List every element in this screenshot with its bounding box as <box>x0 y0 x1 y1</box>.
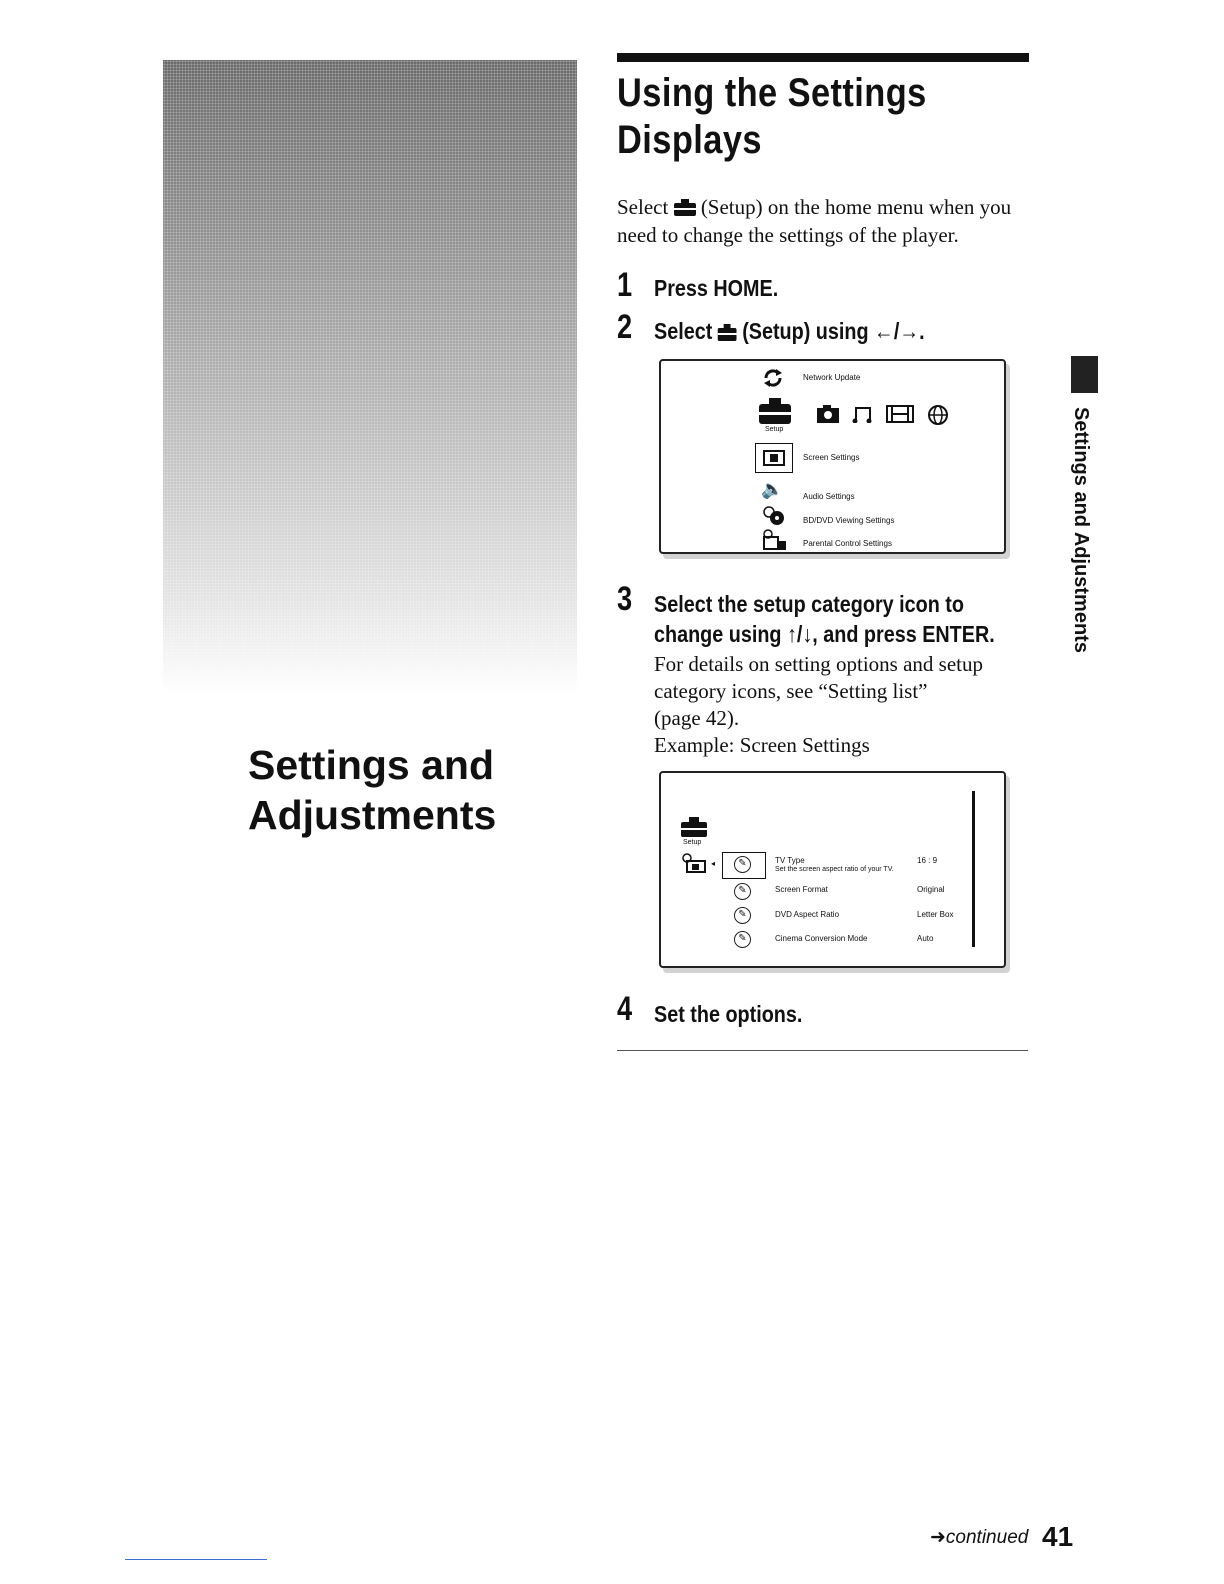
step-3-detail-line1: For details on setting options and setup <box>654 652 983 676</box>
option-cinema-conversion-value: Auto <box>917 934 934 943</box>
step-1-number: 1 <box>617 266 633 304</box>
network-globe-icon <box>927 404 949 426</box>
chapter-side-label-text: Settings and Adjustments <box>1070 407 1092 653</box>
home-menu-screen <box>659 359 1006 554</box>
footer-link-line <box>125 1559 267 1560</box>
video-icon <box>886 405 914 423</box>
option-tv-type: TV Type <box>775 856 805 865</box>
section-title-line1: Settings and <box>248 742 495 788</box>
section-title <box>248 740 496 840</box>
intro-paragraph <box>617 193 1037 249</box>
audio-settings-icon: 🔈 <box>761 479 784 500</box>
step-3-example: Example: Screen Settings <box>654 733 870 757</box>
setup-toolbox-icon <box>718 324 737 341</box>
option-tv-type-value: 16 : 9 <box>917 856 938 865</box>
intro-after: (Setup) on the home menu when you need to change the settings of the player. <box>617 195 1012 247</box>
page-title-line2: Displays <box>617 118 762 162</box>
screen-settings-icon <box>763 450 785 466</box>
option-tv-type-description: Set the screen aspect ratio of your TV. <box>775 866 894 873</box>
page-title-line1: Using the Settings <box>617 71 927 115</box>
step-4-number: 4 <box>617 990 633 1028</box>
screen-settings-icon <box>681 853 707 873</box>
option-dvd-aspect-ratio-value: Letter Box <box>917 910 954 919</box>
photo-icon <box>817 405 839 423</box>
parental-control-icon <box>761 529 787 551</box>
wrench-icon: ✎ <box>734 856 751 873</box>
step-3-page-ref: (page 42). <box>654 706 740 730</box>
step-2-text-after: (Setup) using ←/→. <box>742 318 925 344</box>
option-screen-format-value: Original <box>917 885 945 894</box>
setup-category-label: Setup <box>765 426 784 433</box>
step-1-text: Press HOME. <box>654 275 779 301</box>
screen-settings-screen <box>659 771 1006 968</box>
section-end-rule <box>617 1050 1028 1051</box>
wrench-icon: ✎ <box>734 931 751 948</box>
network-update-icon <box>762 367 784 389</box>
wrench-icon: ✎ <box>734 883 751 900</box>
header-rule <box>617 53 1029 62</box>
menu-item-audio-settings: Audio Settings <box>803 492 855 501</box>
menu-item-bddvd-viewing: BD/DVD Viewing Settings <box>803 516 895 525</box>
section-title-line2: Adjustments <box>248 792 497 838</box>
step-3-details <box>654 651 1034 759</box>
screen-settings-icon-highlight <box>755 443 793 473</box>
option-cinema-conversion: Cinema Conversion Mode <box>775 934 868 943</box>
scrollbar <box>972 791 975 947</box>
music-icon <box>852 405 874 423</box>
setup-category-label: Setup <box>683 839 702 846</box>
chapter-tab-marker <box>1071 356 1098 393</box>
continued-note <box>930 1526 1028 1549</box>
wrench-icon: ✎ <box>734 907 751 924</box>
step-2-number: 2 <box>617 308 633 346</box>
option-dvd-aspect-ratio: DVD Aspect Ratio <box>775 910 840 919</box>
page-number: 41 <box>1042 1521 1074 1552</box>
setup-toolbox-icon <box>681 817 707 837</box>
selection-pointer-icon: ◂ <box>711 859 716 868</box>
step-2-text-before: Select <box>654 318 713 344</box>
network-update-label: Network Update <box>803 373 861 382</box>
step-3-line2: change using ↑/↓, and press ENTER. <box>654 621 995 647</box>
chapter-side-label <box>1062 407 1096 653</box>
step-3-detail-line2: category icons, see “Setting list” <box>654 679 928 703</box>
menu-item-parental-control: Parental Control Settings <box>803 539 892 548</box>
step-2-text <box>654 318 925 345</box>
intro-before: Select <box>617 195 669 219</box>
continued-text: continued <box>945 1527 1029 1548</box>
disc-viewing-icon <box>763 506 785 526</box>
step-3-number: 3 <box>617 580 633 618</box>
setup-toolbox-icon <box>674 199 696 216</box>
step-4-text: Set the options. <box>654 1001 803 1027</box>
setup-toolbox-icon <box>759 398 791 424</box>
option-screen-format: Screen Format <box>775 885 828 894</box>
gradient-texture <box>163 60 577 695</box>
menu-item-screen-settings: Screen Settings <box>803 453 860 462</box>
arrow-right-icon: ➜ <box>930 1527 946 1548</box>
page-title <box>617 70 927 164</box>
step-3-line1: Select the setup category icon to <box>654 591 964 617</box>
